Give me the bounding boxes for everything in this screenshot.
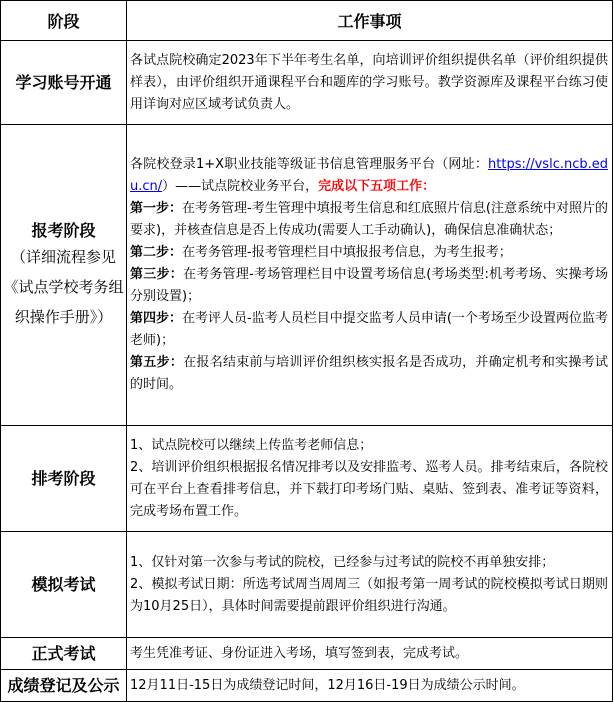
table-row xyxy=(1,426,613,532)
table-row xyxy=(1,125,613,426)
content-registration xyxy=(127,125,613,426)
step-label: 第五步： xyxy=(130,355,184,370)
list-item: 1、仅针对第一次参与考试的院校，已经参与过考试的院校不再单独安排； xyxy=(130,554,555,570)
header-stage: 阶段 xyxy=(1,1,127,41)
stage-mock-exam: 模拟考试 xyxy=(1,532,127,638)
registration-intro-text: 各院校登录1+X职业技能等级证书信息管理服务平台（网址： xyxy=(130,157,489,172)
step-label: 第二步： xyxy=(130,245,183,260)
stage-registration-note: （详细流程参见《试点学校考务组织操作手册》） xyxy=(3,247,124,326)
step-text: 在考务管理-考生管理中填报考生信息和红底照片信息(注意系统中对照片的要求)，并核查信息是否上传成功(需要人工手动确认)，确保信息准确状态； xyxy=(130,201,608,238)
registration-intro-tail: ）——试点院校业务平台， xyxy=(162,179,319,194)
step-item xyxy=(130,264,608,308)
header-work-items: 工作事项 xyxy=(127,1,613,41)
stage-registration-title: 报考阶段 xyxy=(31,220,96,240)
table-row xyxy=(1,532,613,638)
stage-score-registration: 成绩登记及公示 xyxy=(1,670,127,702)
stage-formal-exam: 正式考试 xyxy=(1,638,127,670)
content-formal-exam: 考生凭准考证、身份证进入考场，填写签到表，完成考试。 xyxy=(127,638,613,670)
registration-intro xyxy=(130,154,608,198)
registration-highlight: 完成以下五项工作： xyxy=(318,179,436,194)
step-label: 第三步： xyxy=(130,267,183,282)
platform-url-link[interactable]: https://vslc.ncb.edu.cn/ xyxy=(130,157,608,194)
table-row xyxy=(1,670,613,702)
list-item: 1、试点院校可以继续上传监考老师信息； xyxy=(130,437,373,453)
table-row xyxy=(1,638,613,670)
step-text: 在考务管理-报考管理栏目中填报报考信息，为考生报考； xyxy=(182,245,512,260)
step-label: 第四步： xyxy=(130,311,183,326)
content-account-opening: 各试点院校确定2023年下半年考生名单，向培训评价组织提供名单（评价组织提供样表），由评价组织开通课程平台和题库的学习账号。教学资源库及课程平台练习使用详询对应区域考试负责人。 xyxy=(127,41,613,125)
step-item xyxy=(130,352,608,396)
content-mock-exam xyxy=(127,532,613,638)
step-item xyxy=(130,308,608,352)
stage-registration xyxy=(1,125,127,426)
step-text: 在考评人员-监考人员栏目中提交监考人员申请(一个考场至少设置两位监考老师)； xyxy=(130,311,608,348)
step-label: 第一步： xyxy=(130,201,183,216)
list-item: 2、培训评价组织根据报名情况排考以及安排监考、巡考人员。排考结束后，各院校可在平台上查看排考信息，并下载打印考场门贴、桌贴、签到表、准考证等资料，完成考场布置工作。 xyxy=(130,459,608,519)
table-row xyxy=(1,41,613,125)
content-score-registration: 12月11日-15日为成绩登记时间，12月16日-19日为成绩公示时间。 xyxy=(127,670,613,702)
table-header-row xyxy=(1,1,613,41)
list-item: 2、模拟考试日期：所选考试周当周周三（如报考第一周考试的院校模拟考试日期则为10月25日），具体时间需要提前跟评价组织进行沟通。 xyxy=(130,576,608,614)
step-text: 在考务管理-考场管理栏目中设置考场信息(考场类型:机考考场、实操考场分别设置)； xyxy=(130,267,608,304)
stage-account-opening: 学习账号开通 xyxy=(1,41,127,125)
content-scheduling xyxy=(127,426,613,532)
step-item xyxy=(130,242,608,264)
stage-scheduling: 排考阶段 xyxy=(1,426,127,532)
step-text: 在报名结束前与培训评价组织核实报名是否成功，并确定机考和实操考试的时间。 xyxy=(130,355,608,392)
step-item xyxy=(130,198,608,242)
